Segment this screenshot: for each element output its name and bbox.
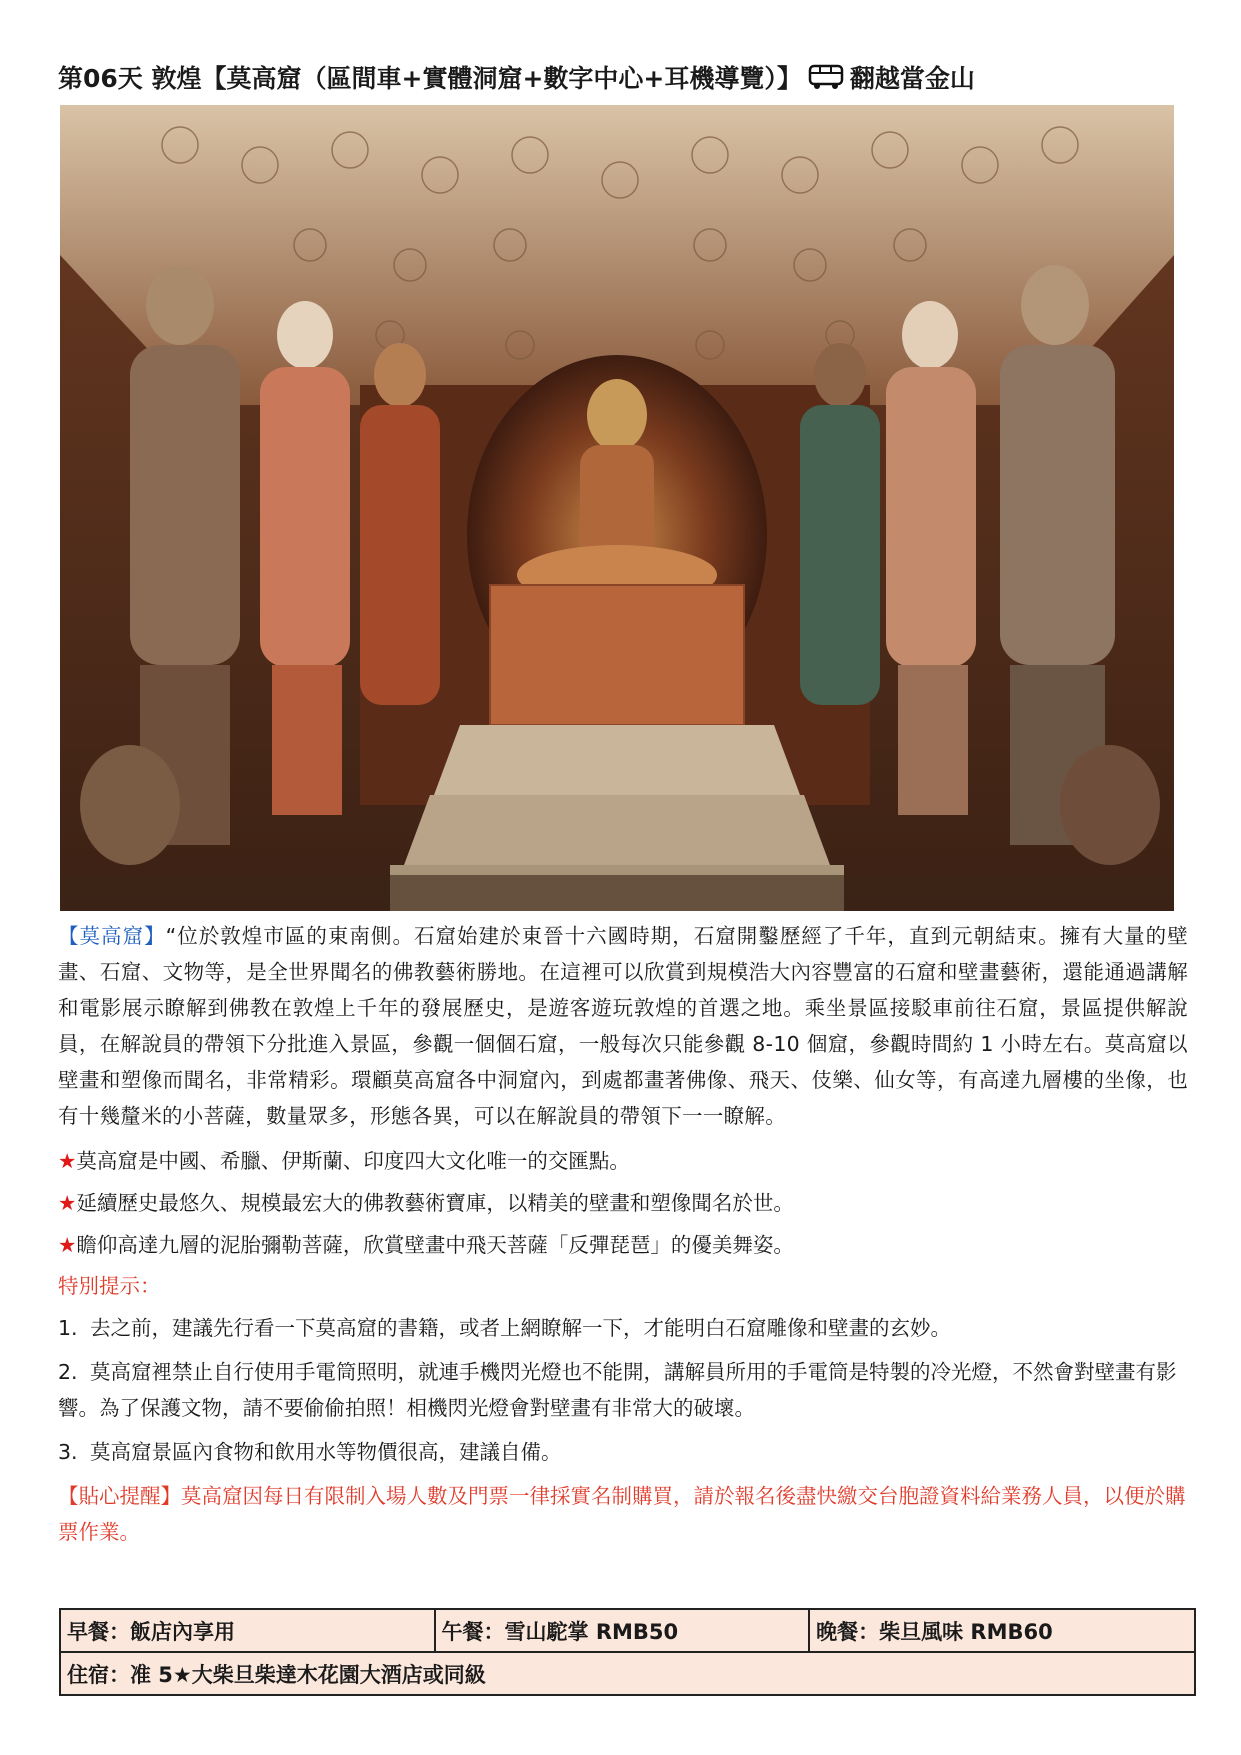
highlight-item <box>58 1182 1188 1224</box>
tip-item <box>58 1430 1188 1474</box>
hotel-row <box>60 1652 1195 1695</box>
star-icon: ★ <box>58 1233 77 1257</box>
star-icon: ★ <box>58 1149 77 1173</box>
highlight-item <box>58 1140 1188 1182</box>
star-icon: ★ <box>58 1191 77 1215</box>
tips-heading: 特別提示： <box>58 1274 161 1298</box>
hotel-cell: 住宿：准 5★大柴旦柴達木花園大酒店或同級 <box>60 1652 1195 1695</box>
highlight-text: 莫高窟是中國、希臘、伊斯蘭、印度四大文化唯一的交匯點。 <box>76 1149 630 1173</box>
dinner-cell: 晚餐：柴旦風味 RMB60 <box>809 1609 1195 1652</box>
highlight-text: 延續歷史最悠久、規模最宏大的佛教藝術寶庫，以精美的壁畫和塑像聞名於世。 <box>76 1191 794 1215</box>
reminder-note: 【貼心提醒】莫高窟因每日有限制入場人數及門票一律採實名制購買，請於報名後盡快繳交台胞證資料給業務人員，以便於購票作業。 <box>58 1484 1186 1544</box>
tip-number: 2. <box>58 1360 78 1384</box>
content-body <box>58 918 1188 1550</box>
breakfast-cell: 早餐：飯店內享用 <box>60 1609 435 1652</box>
tip-number: 3. <box>58 1440 78 1464</box>
day-title <box>58 52 1178 102</box>
highlight-text: 瞻仰高達九層的泥胎彌勒菩薩，欣賞壁畫中飛天菩薩「反彈琵琶」的優美舞姿。 <box>76 1233 794 1257</box>
intro-paragraph <box>58 918 1188 1134</box>
tip-item <box>58 1306 1188 1350</box>
day-title-main: 第06天 敦煌【莫高窟（區間車+實體洞窟+數字中心+耳機導覽）】 <box>58 64 802 93</box>
buddha-cave-photo <box>60 105 1174 911</box>
tip-text: 莫高窟裡禁止自行使用手電筒照明，就連手機閃光燈也不能開，講解員所用的手電筒是特製的冷光燈，不然會對壁畫有影響。為了保護文物，請不要偷偷拍照！相機閃光燈會對壁畫有非常大的破壞。 <box>58 1360 1177 1420</box>
meals-row <box>60 1609 1195 1652</box>
tip-text: 去之前，建議先行看一下莫高窟的書籍，或者上網瞭解一下，才能明白石窟雕像和壁畫的玄妙。 <box>90 1316 951 1340</box>
bus-icon <box>808 64 844 90</box>
highlight-item <box>58 1224 1188 1266</box>
tip-text: 莫高窟景區內食物和飲用水等物價很高，建議自備。 <box>90 1440 562 1464</box>
meals-table <box>59 1608 1196 1696</box>
mogao-cave-photo <box>60 105 1174 911</box>
day-title-route: 翻越當金山 <box>849 64 975 93</box>
tip-number: 1. <box>58 1316 78 1340</box>
intro-tag: 【莫高窟】 <box>58 924 166 948</box>
intro-text: “位於敦煌市區的東南側。石窟始建於東晉十六國時期，石窟開鑿歷經了千年，直到元朝結束。擁有大量的壁畫、石窟、文物等，是全世界聞名的佛教藝術勝地。在這裡可以欣賞到規模浩大內容豐富的石窟和壁畫藝術，還能通過講解和電影展示瞭解到佛教在敦煌上千年的發展歷史，是遊客遊玩敦煌的首選之地。乘坐景區接駁車前往石窟，景區提供解說員，在解說員的帶領下分批進入景區，參觀一個個石窟，一般每次只能參觀 8-10 個窟，參觀時間約 1 小時左右。莫高窟以壁畫和塑像而聞名，非常精彩。環顧莫高窟各中洞窟內，到處都畫著佛像、飛天、伎樂、仙女等，有高達九層樓的坐像，也有十幾釐米的小菩薩，數量眾多，形態各異，可以在解說員的帶領下一一瞭解。 <box>58 924 1188 1128</box>
tip-item <box>58 1350 1188 1430</box>
lunch-cell: 午餐：雪山駝掌 RMB50 <box>435 1609 810 1652</box>
